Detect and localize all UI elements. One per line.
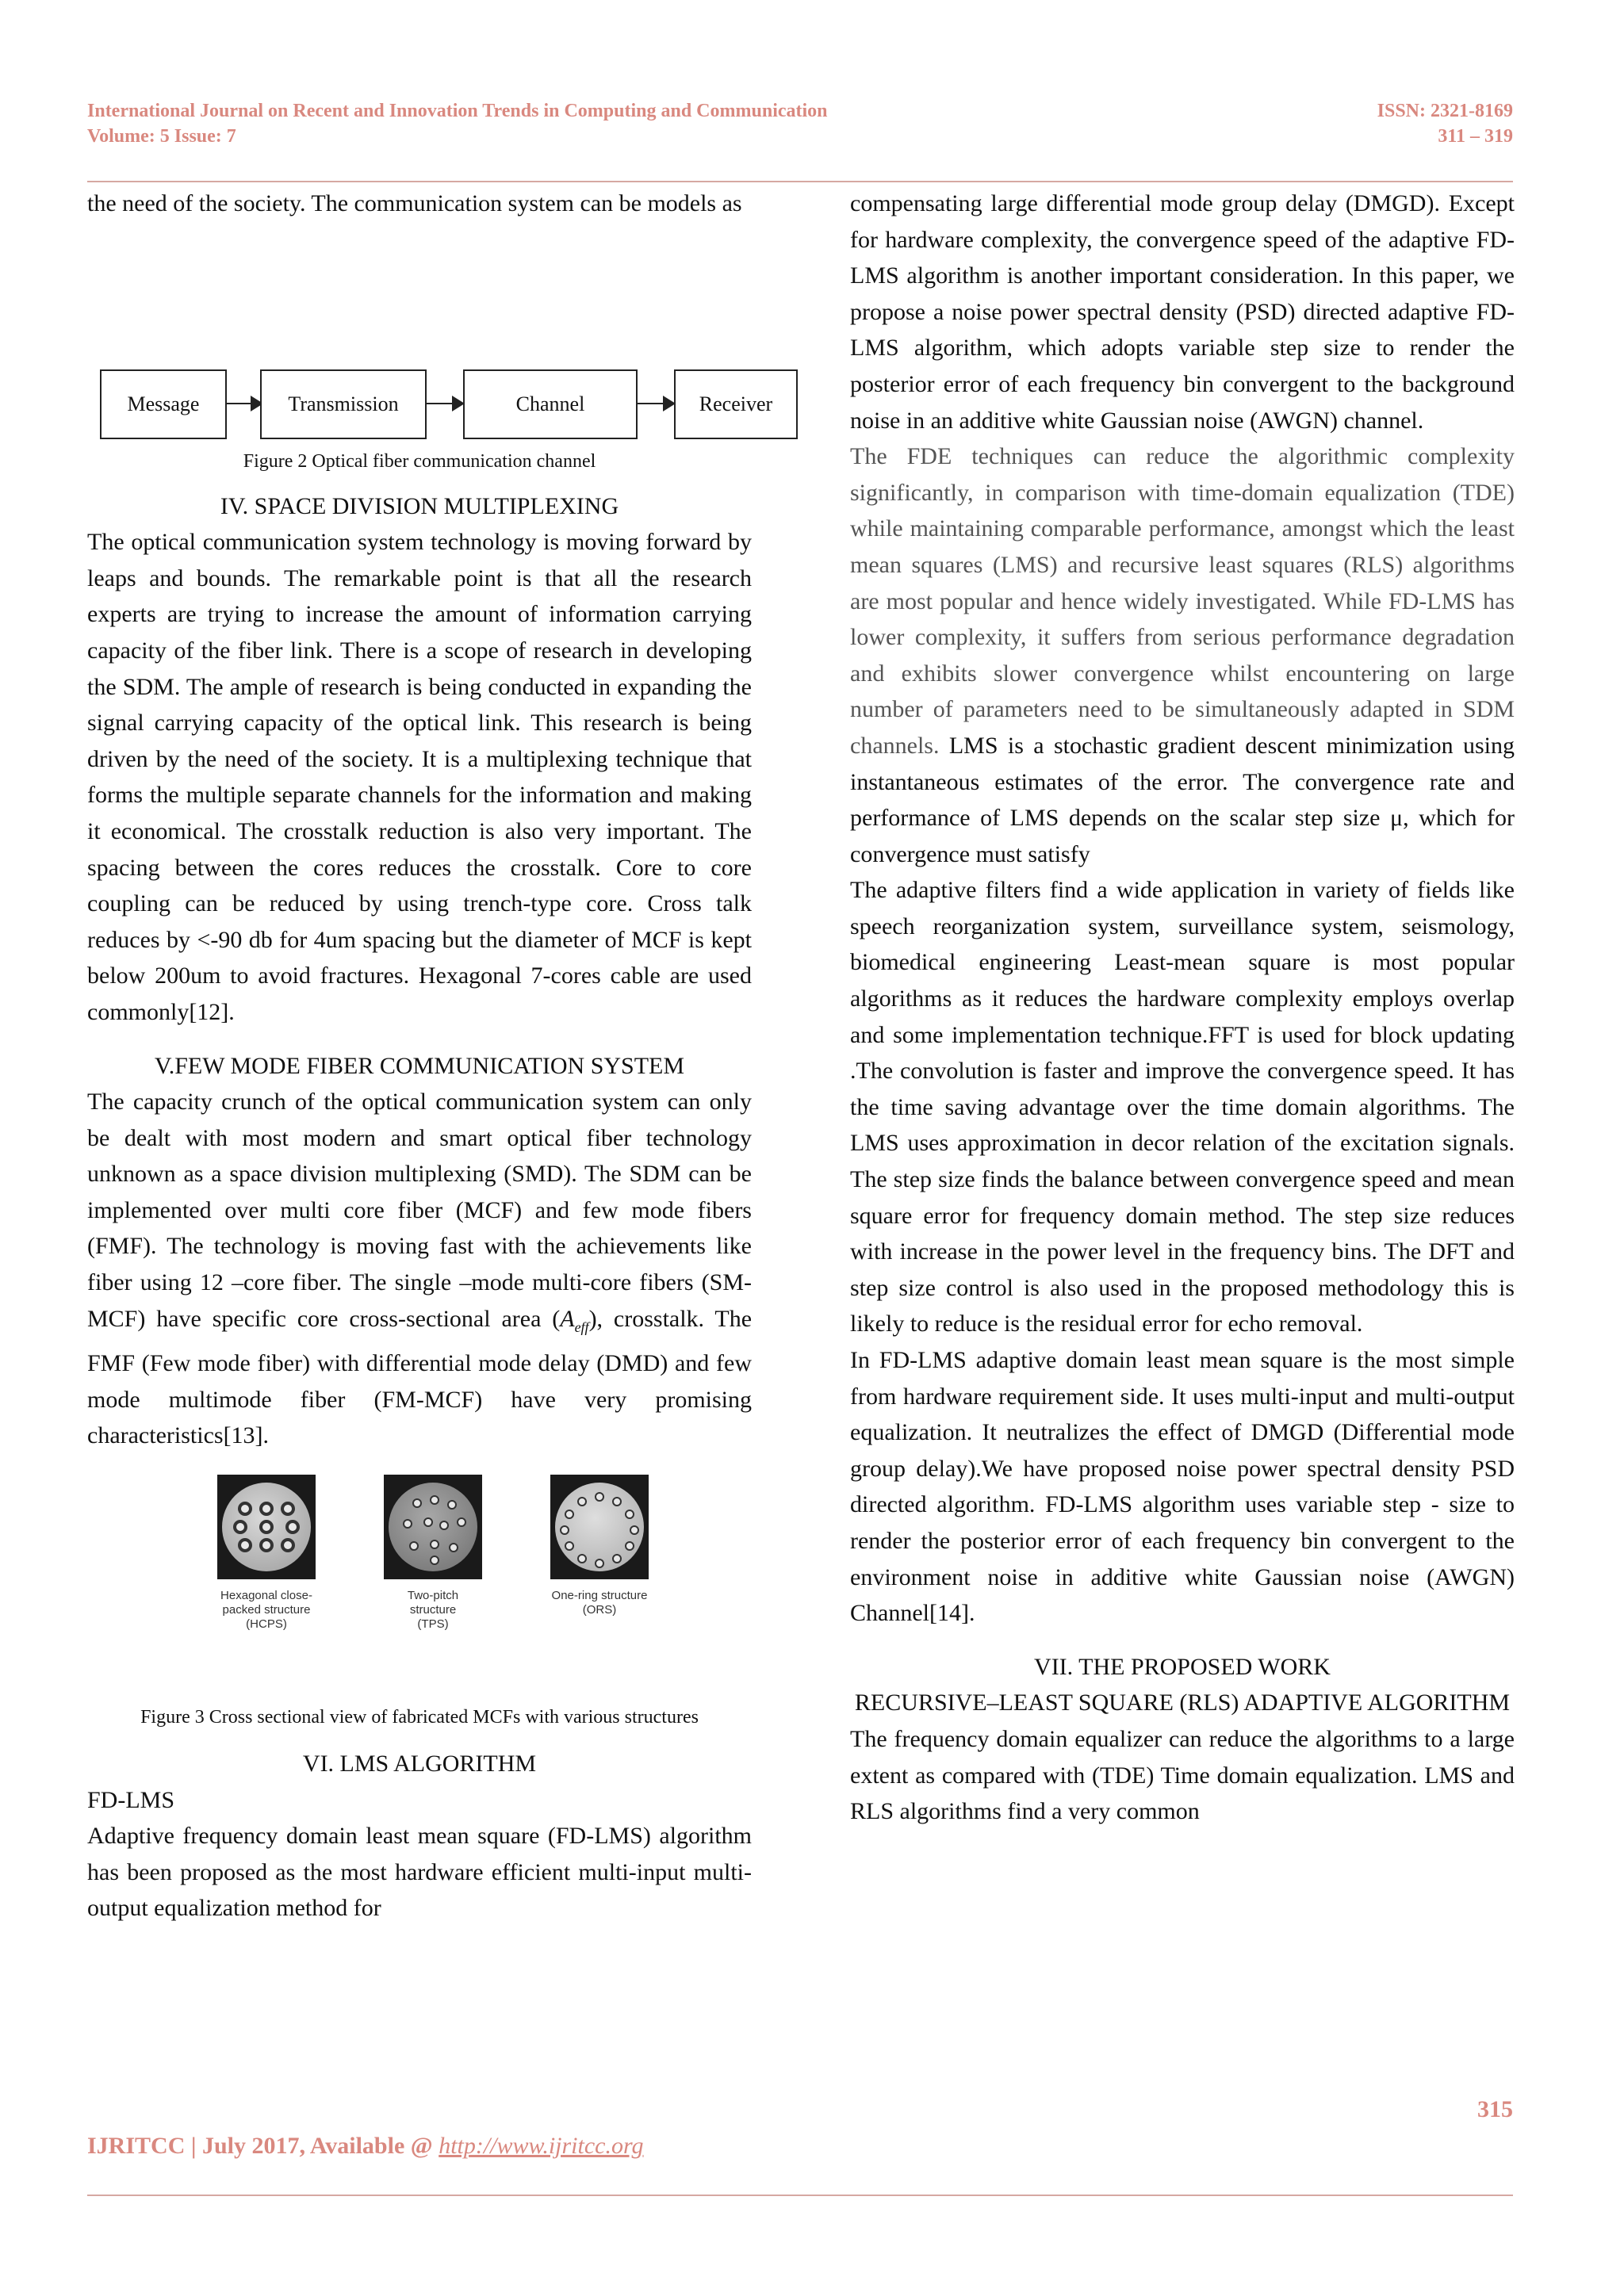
fiber-hcps — [217, 1475, 316, 1632]
paragraph-fde-rest: LMS is a stochastic gradient descent minimization using instantaneous estimates of the error. The convergence rate and performance of LMS depends on the scalar step size μ, which for convergence must satisfy — [850, 732, 1515, 867]
intro-paragraph: the need of the society. The communication system can be models as — [87, 190, 742, 216]
diagram-box-channel: Channel — [463, 369, 638, 439]
figure-2-caption: Figure 2 Optical fiber communication channel — [243, 450, 596, 472]
section-5-text — [87, 1084, 752, 1454]
figure-3-caption: Figure 3 Cross sectional view of fabricated MCFs with various structures — [140, 1707, 699, 1728]
fiber-label: One-ring structure (ORS) — [551, 1589, 648, 1617]
page-range: 311 – 319 — [1438, 126, 1513, 147]
paragraph-adaptive-filters: The adaptive filters find a wide application in variety of fields like speech reorganization system, surveillance system, seismology, biomedical engineering Least-mean square is most popular algorithms as it reduces the hardware complexity employs overlap and some implementation technique.FFT is used for block updating .The convolution is faster and improve the convergence speed. It has the time saving advantage over the time domain algorithms. The LMS uses approximation in decor relation of the excitation signals. The step size finds the balance between convergence speed and mean square error for frequency domain method. The step size reduces with increase in the power level in the frequency bins. The DFT and step size control is also used in the proposed methodology this is likely to reduce is the residual error for echo removal. — [850, 877, 1515, 1337]
diagram-box-transmission: Transmission — [260, 369, 427, 439]
section-5-text-b: ), crosstalk. The FMF (Few mode fiber) with differential mode delay (DMD) and few mode multimode fiber (FM-MCF) have very promising characteristics[13]. — [87, 1305, 753, 1449]
issn: ISSN: 2321-8169 — [1377, 101, 1513, 121]
header-rule — [87, 181, 1513, 182]
section-5-text-a: The capacity crunch of the optical communication system can only be dealt with most modern and smart optical fiber technology unknown as a space division multiplexing (SMD). The SDM can be implemented over multi core fiber (MCF) and few mode fibers (FMF). The technology is moving fast with the achievements like fiber using 12 –core fiber. The single –mode multi-core fibers (SM-MCF) have specific core cross-sectional area ( — [87, 1089, 752, 1332]
footer-text: IJRITCC | July 2017, Available @ — [87, 2133, 439, 2159]
footer-rule — [87, 2195, 1513, 2196]
section-6-subtitle: FD-LMS — [87, 1786, 175, 1813]
journal-header — [87, 98, 828, 149]
fiber-label: Hexagonal close-packed structure (HCPS) — [220, 1589, 312, 1632]
section-6-text: Adaptive frequency domain least mean square (FD-LMS) algorithm has been proposed as the most hardware efficient multi-input multi-output equalization method for — [87, 1823, 752, 1922]
section-4-title: IV. SPACE DIVISION MULTIPLEXING — [220, 492, 619, 519]
paragraph-fd-lms: In FD-LMS adaptive domain least mean square is the most simple from hardware requirement side. It uses multi-input and multi-output equalization. It neutralizes the effect of DMGD (Differential mode group delay).We have proposed noise power spectral density PSD directed algorithm. FD-LMS algorithm uses variable step - size to render the posterior error of each frequency bin convergent to the environment noise in additive white Gaussian noise (AWGN) Channel[14]. — [850, 1347, 1515, 1627]
page-number: 315 — [1477, 2096, 1513, 2122]
section-7-subtitle: RECURSIVE–LEAST SQUARE (RLS) ADAPTIVE ALGORITHM — [854, 1689, 1511, 1716]
section-5-title: V.FEW MODE FIBER COMMUNICATION SYSTEM — [154, 1052, 685, 1079]
paragraph-fde-gray: The FDE techniques can reduce the algorithmic complexity significantly, in comparison with time-domain equalization (TDE) while maintaining comparable performance, amongst which the least mean squares (LMS) and recursive least squares (RLS) algorithms are most popular and hence widely investigated. While FD-LMS has lower complexity, it suffers from serious performance degradation and exhibits slower convergence whilst encountering on large number of parameters need to be simultaneously adapted in SDM channels. — [850, 443, 1515, 759]
aeff-symbol: $A_{eff}$ — [560, 1305, 589, 1335]
figure-2-diagram — [87, 222, 773, 422]
diagram-arrow — [638, 403, 674, 404]
fiber-label: Two-pitch structure (TPS) — [407, 1589, 459, 1632]
journal-title: International Journal on Recent and Innovation Trends in Computing and Communication — [87, 101, 828, 121]
section-6-title: VI. LMS ALGORITHM — [302, 1751, 537, 1777]
issn-header — [1377, 98, 1513, 149]
section-7-title: VII. THE PROPOSED WORK — [1034, 1653, 1331, 1680]
diagram-arrow — [427, 403, 463, 404]
fiber-tps — [384, 1475, 482, 1632]
section-4-text: The optical communication system technology is moving forward by leaps and bounds. The remarkable point is that all the research experts are trying to increase the amount of information carrying capacity of the fiber link. There is a scope of research in developing the SDM. The ample of research is being conducted in expanding the signal carrying capacity of the optical link. This research is being driven by the need of the society. It is a multiplexing technique that forms the multiple separate channels for the information and making it economical. The crosstalk reduction is also very important. The spacing between the cores reduces the crosstalk. Core to core coupling can be reduced by using trench-type core. Cross talk reduces by <-90 db for 4um spacing but the diameter of MCF is kept below 200um to avoid fractures. Hexagonal 7-cores cable are used commonly[12]. — [87, 529, 752, 1025]
paragraph-rls: The frequency domain equalizer can reduce the algorithms to a large extent as compared with (TDE) Time domain equalization. LMS and RLS algorithms find a very common — [850, 1725, 1515, 1825]
diagram-arrow — [227, 403, 262, 404]
diagram-box-message: Message — [100, 369, 227, 439]
paragraph-dmgd: compensating large differential mode group delay (DMGD). Except for hardware complexity, the convergence speed of the adaptive FD-LMS algorithm is another important consideration. In this paper, we propose a noise power spectral density (PSD) directed adaptive FD-LMS algorithm, which adopts variable step size to render the posterior error of each frequency bin convergent to the background noise in an additive white Gaussian noise (AWGN) channel. — [850, 190, 1515, 434]
journal-volume: Volume: 5 Issue: 7 — [87, 126, 236, 147]
footer-link[interactable]: http://www.ijritcc.org — [439, 2133, 644, 2159]
left-column — [87, 186, 773, 1927]
diagram-box-receiver: Receiver — [674, 369, 798, 439]
figure-3-images — [87, 1475, 752, 1705]
paragraph-fde — [850, 438, 1515, 872]
footer — [87, 2133, 644, 2160]
fiber-ors — [550, 1475, 649, 1617]
right-column — [850, 186, 1515, 1830]
